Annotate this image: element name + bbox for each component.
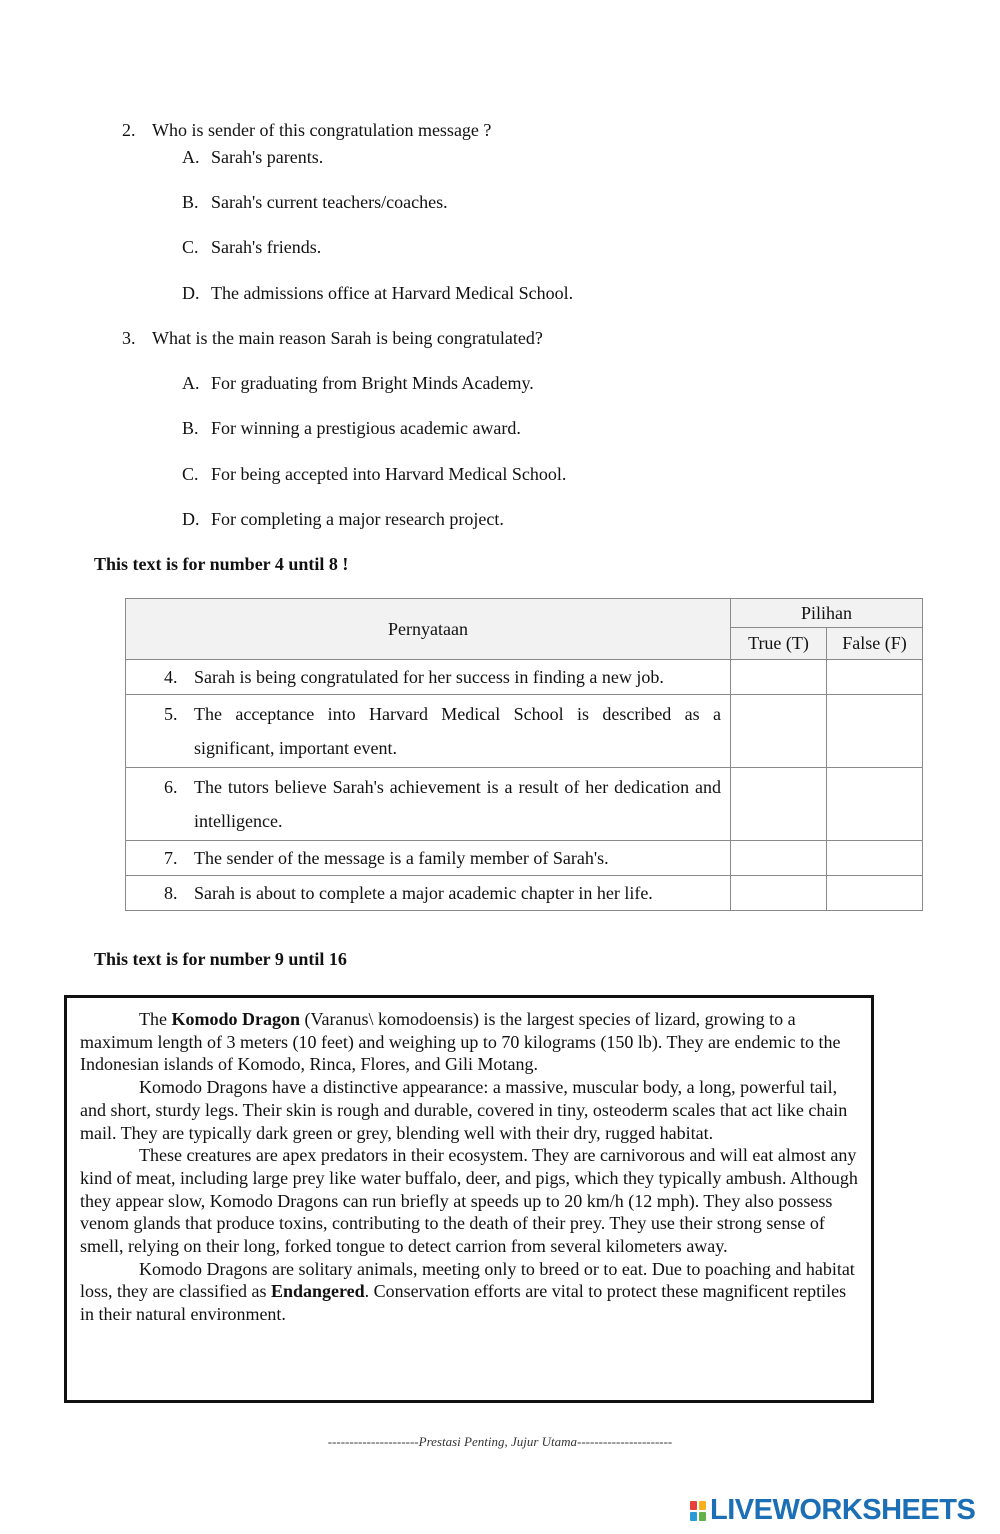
row-number: 6. [164, 777, 178, 797]
logo-text: LIVEWORKSHEETS [710, 1494, 976, 1526]
option-letter: C. [182, 237, 199, 257]
passage-text: (Varanus\ komodoensis) is the largest species of lizard, growing to a maximum length of 3 meters (10 feet) and weighing up to 70 kilograms (150 lb). They are endemic to the Indonesian islands of Komodo, Rinca, Flores, and Gili Motang. [80, 1009, 841, 1075]
option-text: Sarah's parents. [211, 147, 324, 167]
question-text: What is the main reason Sarah is being congratulated? [152, 328, 543, 348]
passage-text: Komodo Dragons are solitary animals, meeting only to breed or to eat. Due to poaching and habitat loss, they are classified as [80, 1258, 855, 1302]
question-2 [122, 120, 491, 141]
row-number: 7. [164, 848, 178, 868]
passage-text: . Conservation efforts are vital to protect these magnificent reptiles in their natural environment. [80, 1281, 847, 1325]
question-text: Who is sender of this congratulation message ? [152, 120, 492, 140]
option-letter: A. [182, 147, 200, 167]
row-statement: The acceptance into Harvard Medical School is described as a significant, important event. [194, 704, 721, 758]
false-answer-cell[interactable] [827, 660, 923, 695]
option-2a[interactable] [182, 147, 323, 168]
false-answer-cell[interactable] [827, 768, 923, 841]
false-answer-cell[interactable] [827, 695, 923, 768]
passage-paragraph: Komodo Dragons have a distinctive appearance: a massive, muscular body, a long, powerful tail, and short, sturdy legs. Their skin is rough and durable, covered in tiny, osteoderm scales that act like chain mail. They are typically dark green or grey, blending well with their dry, rugged habitat. [80, 1077, 848, 1143]
option-text: The admissions office at Harvard Medical School. [211, 283, 574, 303]
section-heading: This text is for number 4 until 8 ! [94, 554, 349, 574]
option-3a[interactable] [182, 373, 534, 394]
passage-bold-term: Komodo Dragon [171, 1009, 300, 1029]
option-3c[interactable] [182, 464, 566, 485]
header-false: False (F) [827, 628, 923, 660]
question-number: 3. [122, 328, 136, 348]
option-2d[interactable] [182, 283, 573, 304]
question-number: 2. [122, 120, 136, 140]
liveworksheets-logo-icon [690, 1501, 706, 1521]
true-answer-cell[interactable] [731, 876, 827, 911]
option-letter: D. [182, 283, 200, 303]
option-2b[interactable] [182, 192, 448, 213]
option-letter: D. [182, 509, 200, 529]
logo-square [690, 1501, 697, 1510]
option-text: Sarah's friends. [211, 237, 322, 257]
logo-square [690, 1512, 697, 1521]
option-3b[interactable] [182, 418, 521, 439]
reading-passage [64, 995, 874, 1403]
table-row [126, 660, 923, 695]
footer-motto: ---------------------Prestasi Penting, Jujur Utama---------------------- [327, 1434, 673, 1449]
passage-bold-term: Endangered [270, 1281, 365, 1302]
row-number: 8. [164, 883, 178, 903]
section-heading: This text is for number 9 until 16 [94, 949, 347, 969]
passage-paragraph [80, 1008, 859, 1076]
false-answer-cell[interactable] [827, 876, 923, 911]
header-true: True (T) [731, 628, 827, 660]
row-statement: The sender of the message is a family member of Sarah's. [194, 848, 609, 868]
false-answer-cell[interactable] [827, 841, 923, 876]
option-letter: A. [182, 373, 200, 393]
true-answer-cell[interactable] [731, 695, 827, 768]
table-row [126, 768, 923, 841]
true-answer-cell[interactable] [731, 660, 827, 695]
liveworksheets-logo [690, 1494, 975, 1527]
passage-text: The [139, 1009, 172, 1029]
option-text: For winning a prestigious academic award. [211, 418, 521, 438]
option-text: For completing a major research project. [211, 509, 504, 529]
logo-square [699, 1512, 706, 1521]
row-statement: The tutors believe Sarah's achievement is a result of her dedication and intelligence. [194, 777, 721, 831]
row-number: 5. [164, 704, 178, 724]
header-statement: Pernyataan [126, 599, 731, 660]
row-number: 4. [164, 667, 178, 687]
passage-paragraph [80, 1258, 859, 1326]
logo-square [699, 1501, 706, 1510]
table-row [126, 695, 923, 768]
row-statement: Sarah is about to complete a major academic chapter in her life. [194, 883, 653, 903]
table-row [126, 841, 923, 876]
true-answer-cell[interactable] [731, 841, 827, 876]
true-false-table [125, 598, 923, 911]
option-3d[interactable] [182, 509, 504, 530]
true-answer-cell[interactable] [731, 768, 827, 841]
option-text: For graduating from Bright Minds Academy. [211, 373, 534, 393]
option-text: Sarah's current teachers/coaches. [211, 192, 448, 212]
question-3 [122, 328, 543, 349]
option-letter: C. [182, 464, 199, 484]
option-letter: B. [182, 192, 199, 212]
row-statement: Sarah is being congratulated for her success in finding a new job. [194, 667, 664, 687]
option-letter: B. [182, 418, 199, 438]
option-2c[interactable] [182, 237, 321, 258]
passage-paragraph: These creatures are apex predators in their ecosystem. They are carnivorous and will eat almost any kind of meat, including large prey like water buffalo, deer, and pigs, which they typically ambush. Although they appear slow, Komodo Dragons can run briefly at speeds up to 20 km/h (12 mph). They also possess venom glands that produce toxins, contributing to the death of their prey. They use their strong sense of smell, relying on their long, forked tongue to detect carrion from several kilometers away. [80, 1145, 858, 1257]
table-row [126, 876, 923, 911]
header-choice: Pilihan [731, 599, 923, 628]
option-text: For being accepted into Harvard Medical School. [211, 464, 567, 484]
